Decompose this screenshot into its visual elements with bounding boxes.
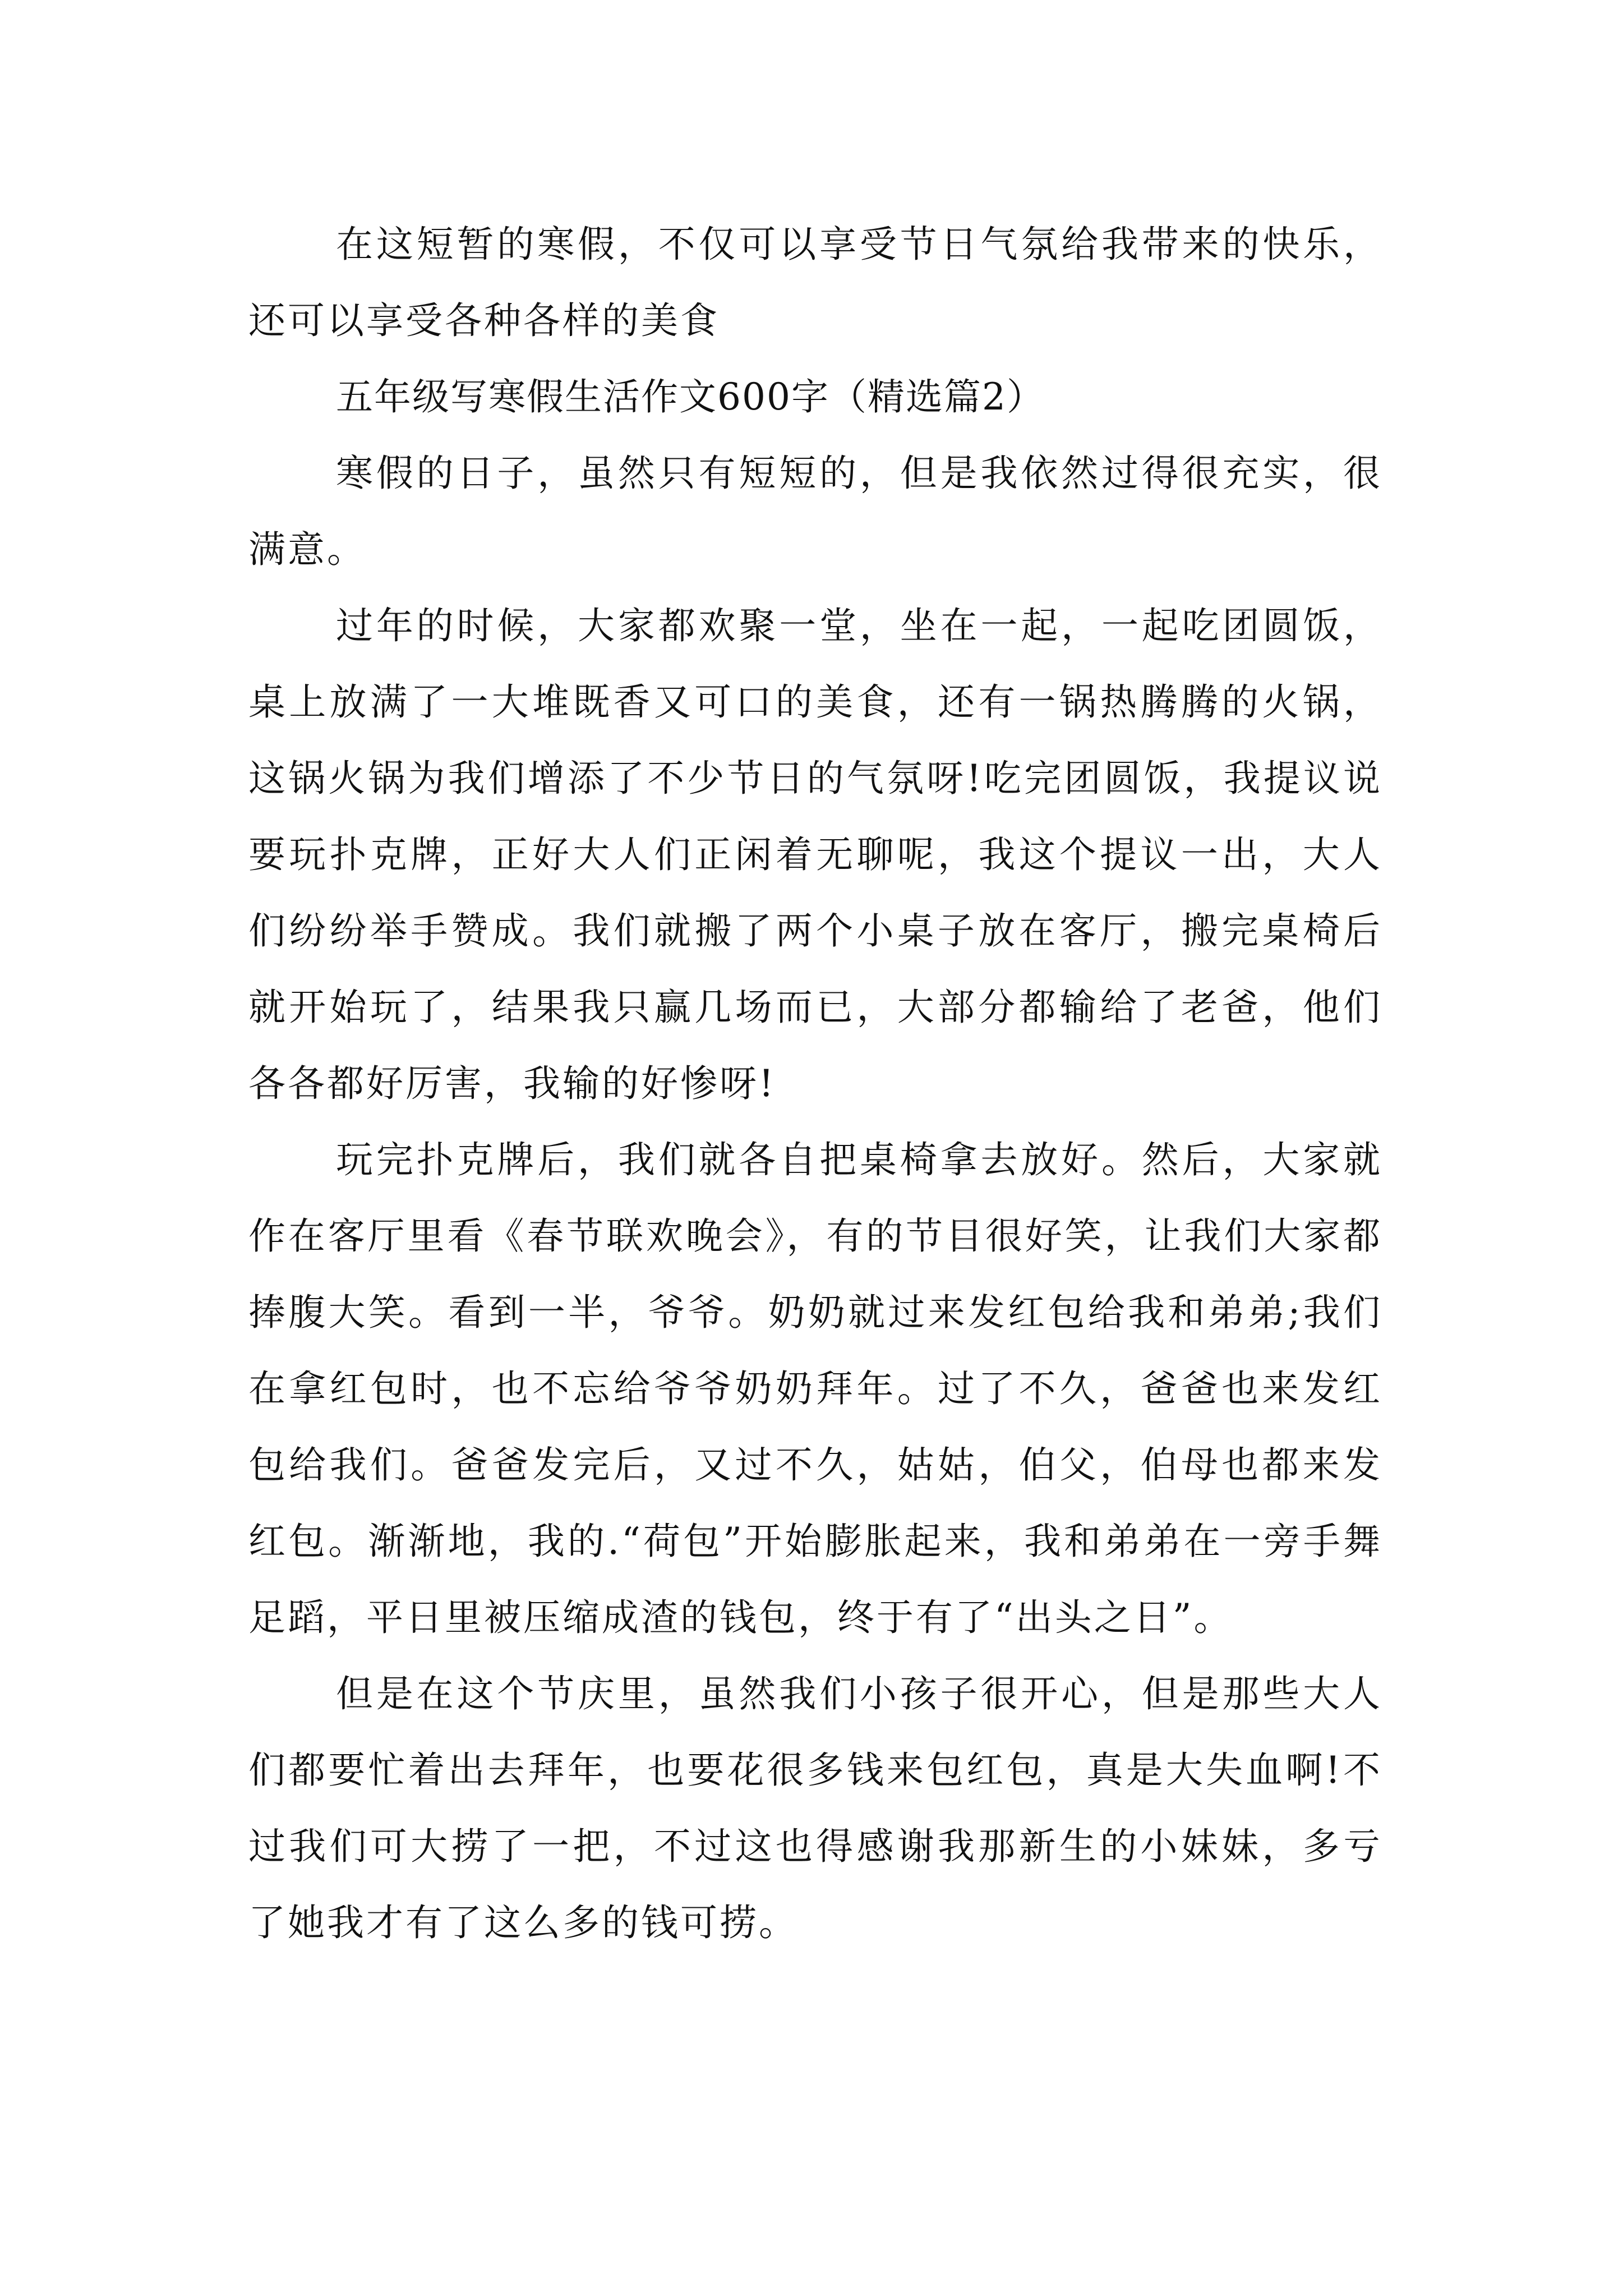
paragraph-new-year-dinner: 过年的时候，大家都欢聚一堂，坐在一起，一起吃团圆饭，桌上放满了一大堆既香又可口的美食，还有一锅热腾腾的火锅，这锅火锅为我们增添了不少节日的气氛呀!吃完团圆饭，我提议说要玩扑克牌，正好大人们正闲着无聊呢，我这个提议一出，大人们纷纷举手赞成。我们就搬了两个小桌子放在客厅，搬完桌椅后就开始玩了，结果我只赢几场而已，大部分都输给了老爸，他们各各都好厉害，我输的好惨呀! xyxy=(248,604,1382,1105)
paragraph-conclusion: 但是在这个节庆里，虽然我们小孩子很开心，但是那些大人们都要忙着出去拜年，也要花很多钱来包红包，真是大失血啊!不过我们可大捞了一把，不过这也得感谢我那新生的小妹妹，多亏了她我才有了这么多的钱可捞。 xyxy=(248,1672,1382,1944)
document-body xyxy=(248,206,1382,1961)
paragraph-opening: 寒假的日子，虽然只有短短的，但是我依然过得很充实，很满意。 xyxy=(248,452,1382,571)
section-title: 五年级写寒假生活作文600字（精选篇2） xyxy=(336,375,1045,418)
paragraph-red-envelopes: 玩完扑克牌后，我们就各自把桌椅拿去放好。然后，大家就作在客厅里看《春节联欢晚会》，有的节目很好笑，让我们大家都捧腹大笑。看到一半，爷爷。奶奶就过来发红包给我和弟弟;我们在拿红包时，也不忘给爷爷奶奶拜年。过了不久，爸爸也来发红包给我们。爸爸发完后，又过不久，姑姑，伯父，伯母也都来发红包。渐渐地，我的.“荷包”开始膨胀起来，我和弟弟在一旁手舞足蹈，平日里被压缩成渣的钱包，终于有了“出头之日”。 xyxy=(248,1138,1382,1639)
paragraph-intro-ending: 在这短暂的寒假，不仅可以享受节日气氛给我带来的快乐，还可以享受各种各样的美食 xyxy=(248,223,1382,342)
